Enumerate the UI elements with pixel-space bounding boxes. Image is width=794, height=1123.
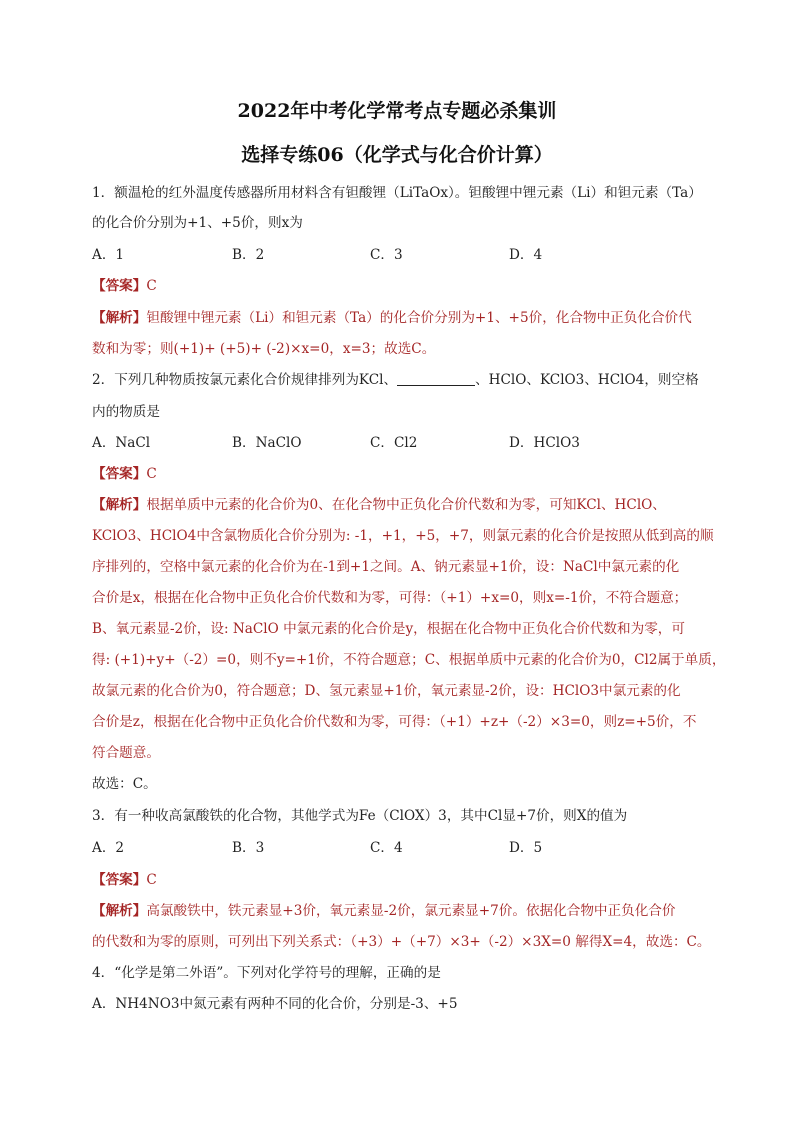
q2-analysis-line7: 故氯元素的化合价为0，符合题意；D、氢元素显+1价，氧元素显-2价，设：HClO3中氯元素的化 bbox=[92, 683, 681, 699]
analysis-tag: 【解析】 bbox=[92, 310, 147, 326]
q3-option-c: C．4 bbox=[370, 840, 403, 856]
q2-analysis-line1: 【解析】根据单质中元素的化合价为0、在化合物中正负化合价代数和为零，可知KCl、HClO、 bbox=[92, 497, 666, 513]
q3-stem-line1: 3．有一种收高氯酸铁的化合物，其他学式为Fe（ClOX）3，其中Cl显+7价，则X的值为 bbox=[92, 808, 628, 824]
q3-answer: 【答案】C bbox=[92, 872, 157, 888]
answer-tag: 【答案】 bbox=[92, 278, 147, 294]
q3-analysis-line1: 【解析】高氯酸铁中，铁元素显+3价，氧元素显-2价，氯元素显+7价。依据化合物中正负化合价 bbox=[92, 903, 676, 919]
q1-option-b: B．2 bbox=[232, 247, 265, 263]
q1-analysis-line1: 【解析】钽酸锂中锂元素（Li）和钽元素（Ta）的化合价分别为+1、+5价，化合物中正负化合价代 bbox=[92, 310, 692, 326]
q1-answer bbox=[92, 276, 157, 296]
q3-analysis-line2: 的代数和为零的原则，可列出下列关系式：（+3）+（+7）×3+（-2）×3X=0 解得X=4，故选：C。 bbox=[92, 934, 711, 950]
q2-option-b: B．NaClO bbox=[232, 435, 302, 451]
q2-answer: 【答案】C bbox=[92, 466, 157, 482]
q2-analysis-line6: 得: (+1)+y+（-2）=0，则不y=+1价，不符合题意；C、根据单质中元素的化合价为0，Cl2属于单质， bbox=[92, 652, 726, 668]
document-subtitle: 选择专练06（化学式与化合价计算） bbox=[241, 144, 553, 166]
q3-option-d: D．5 bbox=[509, 840, 543, 856]
q2-stem-line2: 内的物质是 bbox=[92, 404, 160, 420]
q1-analysis-line2: 数和为零；则(+1)+ (+5)+ (-2)×x=0，x=3；故选C。 bbox=[92, 341, 436, 357]
q2-analysis-line3: 序排列的，空格中氯元素的化合价为在-1到+1之间。A、钠元素显+1价，设：NaCl中氯元素的化 bbox=[92, 559, 680, 575]
q2-option-d: D．HClO3 bbox=[509, 435, 580, 451]
q1-option-a: A．1 bbox=[92, 247, 125, 263]
q3-answer-value: C bbox=[146, 872, 157, 888]
q4-stem-line1: 4．“化学是第二外语”。下列对化学符号的理解，正确的是 bbox=[92, 965, 441, 981]
q2-analysis-line2: KClO3、HClO4中含氯物质化合价分别为: -1，+1，+5，+7，则氯元素的化合价是按照从低到高的顺 bbox=[92, 528, 714, 544]
q1-answer-value: C bbox=[146, 278, 157, 294]
q1-stem-line1: 1．额温枪的红外温度传感器所用材料含有钽酸锂（LiTaOx）。钽酸锂中锂元素（Li）和钽元素（Ta） bbox=[92, 185, 702, 201]
q2-answer-value: C bbox=[146, 466, 157, 482]
q2-option-c: C．Cl2 bbox=[370, 435, 418, 451]
document-title: 2022年中考化学常考点专题必杀集训 bbox=[237, 100, 557, 122]
q2-blank bbox=[397, 371, 475, 386]
q2-analysis-line5: B、氧元素显-2价，设: NaClO 中氯元素的化合价是y，根据在化合物中正负化合价代数和为零，可 bbox=[92, 621, 685, 637]
q2-stem-line1: 2．下列几种物质按氯元素化合价规律排列为KCl、 、HClO、KClO3、HClO4，则空格 bbox=[92, 372, 699, 388]
q1-option-d: D．4 bbox=[509, 247, 543, 263]
q1-option-c: C．3 bbox=[370, 247, 403, 263]
q4-option-a: A．NH4NO3中氮元素有两种不同的化合价，分别是-3、+5 bbox=[92, 996, 458, 1012]
q2-analysis-line8: 合价是z，根据在化合物中正负化合价代数和为零，可得：（+1）+z+（-2）×3=0，则z=+5价，不 bbox=[92, 714, 697, 730]
q3-option-b: B．3 bbox=[232, 840, 265, 856]
q2-analysis-line9: 符合题意。 bbox=[92, 745, 160, 761]
q2-analysis-line4: 合价是x，根据在化合物中正负化合价代数和为零，可得：（+1）+x=0，则x=-1价，不符合题意； bbox=[92, 590, 688, 606]
q1-stem-line2: 的化合价分别为+1、+5价，则x为 bbox=[92, 215, 303, 231]
q2-option-a: A．NaCl bbox=[92, 435, 151, 451]
q3-option-a: A．2 bbox=[92, 840, 125, 856]
q2-conclusion: 故选：C。 bbox=[92, 776, 157, 792]
